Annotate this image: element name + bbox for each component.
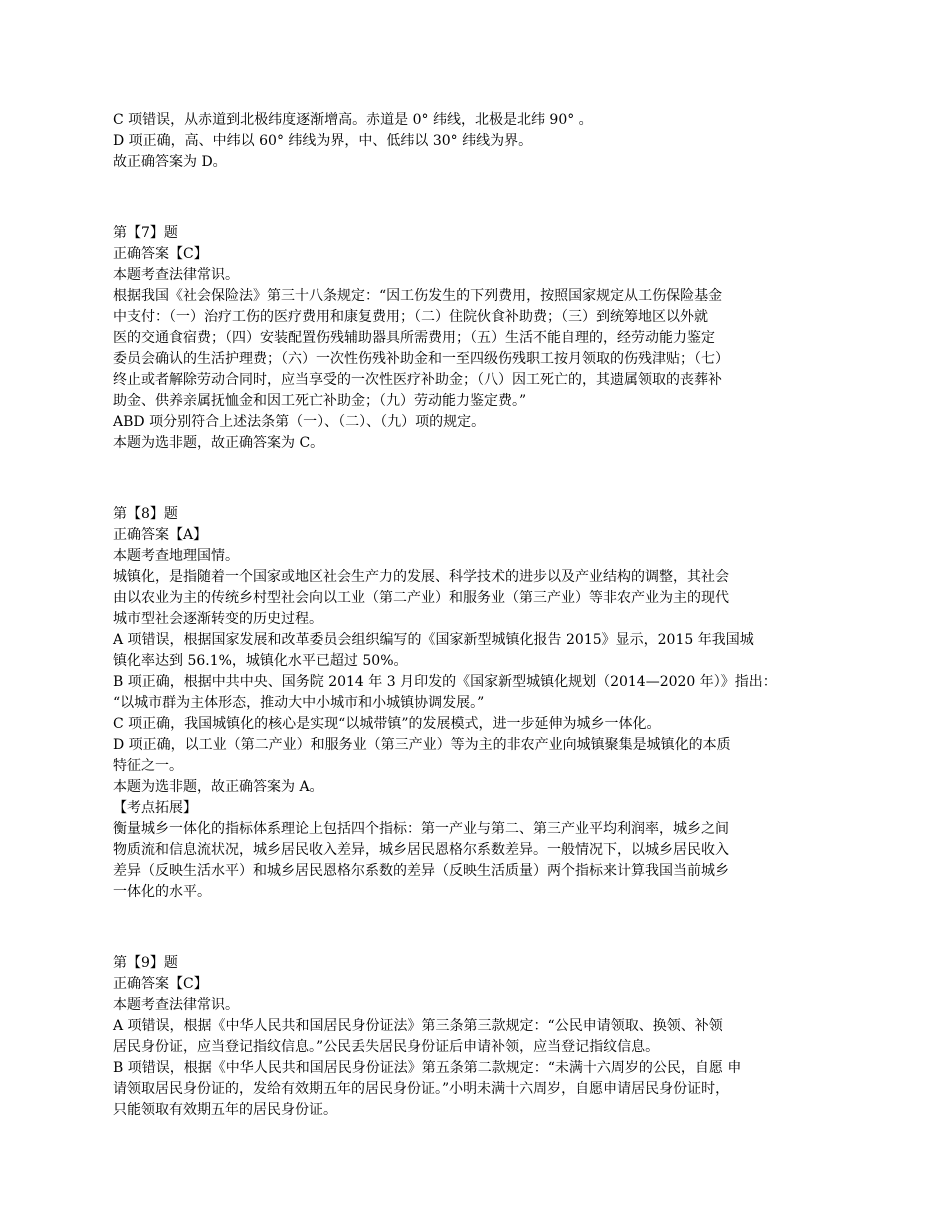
extension-line: 差异（反映生活水平）和城乡居民恩格尔系数的差异（反映生活质量）两个指标来计算我国当前城乡	[113, 863, 729, 879]
explanation-line: A 项错误，根据《中华人民共和国居民身份证法》第三条第三款规定：“公民申请领取、换领、补领	[113, 1018, 723, 1034]
question-heading: 第【8】题	[113, 506, 178, 522]
extension-line: 一体化的水平。	[113, 884, 211, 900]
topic-line: 本题考查法律常识。	[113, 997, 239, 1013]
intro-section	[113, 110, 838, 173]
extension-heading: 【考点拓展】	[113, 800, 197, 816]
question-9-section	[113, 953, 838, 1121]
topic-line: 本题考查地理国情。	[113, 548, 239, 564]
explanation-line: B 项正确，根据中共中央、国务院 2014 年 3 月印发的《国家新型城镇化规划（2014—2020 年）》指出：	[113, 674, 777, 690]
explanation-line: 镇化率达到 56.1%，城镇化水平已超过 50%。	[113, 653, 408, 669]
question-8-section	[113, 504, 838, 903]
explanation-line: 特征之一。	[113, 758, 183, 774]
explanation-line: 只能领取有效期五年的居民身份证。	[113, 1102, 337, 1118]
question-heading: 第【9】题	[113, 955, 178, 971]
explanation-line: 城镇化，是指随着一个国家或地区社会生产力的发展、科学技术的进步以及产业结构的调整，其社会	[113, 569, 729, 585]
intro-line: 故正确答案为 D。	[113, 154, 227, 170]
section-spacer	[113, 903, 838, 953]
section-spacer	[113, 454, 838, 504]
extension-line: 衡量城乡一体化的指标体系理论上包括四个指标：第一产业与第二、第三产业平均利润率，城乡之间	[113, 821, 729, 837]
extension-line: 物质流和信息流状况，城乡居民收入差异，城乡居民恩格尔系数差异。一般情况下，以城乡居民收入	[113, 842, 729, 858]
document-page	[113, 110, 838, 1121]
conclusion-line: 本题为选非题，故正确答案为 C。	[113, 435, 325, 451]
explanation-line: 助金、供养亲属抚恤金和因工死亡补助金；（九）劳动能力鉴定费。”	[113, 393, 527, 409]
intro-line: C 项错误，从赤道到北极纬度逐渐增高。赤道是 0° 纬线，北极是北纬 90° 。	[113, 112, 593, 128]
correct-answer: 正确答案【A】	[113, 527, 208, 543]
question-heading: 第【7】题	[113, 225, 178, 241]
explanation-line: 城市型社会逐渐转变的历史过程。	[113, 611, 323, 627]
explanation-line: “以城市群为主体形态，推动大中小城市和小城镇协调发展。”	[113, 695, 485, 711]
explanation-line: ABD 项分别符合上述法条第（一）、（二）、（九）项的规定。	[113, 414, 486, 430]
question-7-section	[113, 223, 838, 454]
explanation-line: 居民身份证，应当登记指纹信息。”公民丢失居民身份证后申请补领，应当登记指纹信息。	[113, 1039, 660, 1055]
explanation-line: 请领取居民身份证的，发给有效期五年的居民身份证。”小明未满十六周岁，自愿申请居民身份证时，	[113, 1081, 730, 1097]
intro-line: D 项正确，高、中纬以 60° 纬线为界，中、低纬以 30° 纬线为界。	[113, 133, 533, 149]
conclusion-line: 本题为选非题，故正确答案为 A。	[113, 779, 324, 795]
topic-line: 本题考查法律常识。	[113, 267, 239, 283]
correct-answer: 正确答案【C】	[113, 246, 208, 262]
explanation-line: B 项错误，根据《中华人民共和国居民身份证法》第五条第二款规定：“未满十六周岁的公民，自愿 申	[113, 1060, 742, 1076]
explanation-line: 根据我国《社会保险法》第三十八条规定：“因工伤发生的下列费用，按照国家规定从工伤保险基金	[113, 288, 723, 304]
explanation-line: 医的交通食宿费；（四）安装配置伤残辅助器具所需费用；（五）生活不能自理的，经劳动能力鉴定	[113, 330, 715, 346]
explanation-line: C 项正确，我国城镇化的核心是实现“以城带镇”的发展模式，进一步延伸为城乡一体化。	[113, 716, 661, 732]
explanation-line: 由以农业为主的传统乡村型社会向以工业（第二产业）和服务业（第三产业）等非农产业为主的现代	[113, 590, 729, 606]
explanation-line: A 项错误，根据国家发展和改革委员会组织编写的《国家新型城镇化报告 2015》显示，2015 年我国城	[113, 632, 754, 648]
explanation-line: 中支付：（一）治疗工伤的医疗费用和康复费用；（二）住院伙食补助费；（三）到统筹地区以外就	[113, 309, 708, 325]
explanation-line: D 项正确，以工业（第二产业）和服务业（第三产业）等为主的非农产业向城镇聚集是城镇化的本质	[113, 737, 731, 753]
section-spacer	[113, 173, 838, 223]
explanation-line: 终止或者解除劳动合同时，应当享受的一次性医疗补助金；（八）因工死亡的，其遗属领取的丧葬补	[113, 372, 722, 388]
explanation-line: 委员会确认的生活护理费；（六）一次性伤残补助金和一至四级伤残职工按月领取的伤残津贴；（七）	[113, 351, 729, 367]
correct-answer: 正确答案【C】	[113, 976, 208, 992]
